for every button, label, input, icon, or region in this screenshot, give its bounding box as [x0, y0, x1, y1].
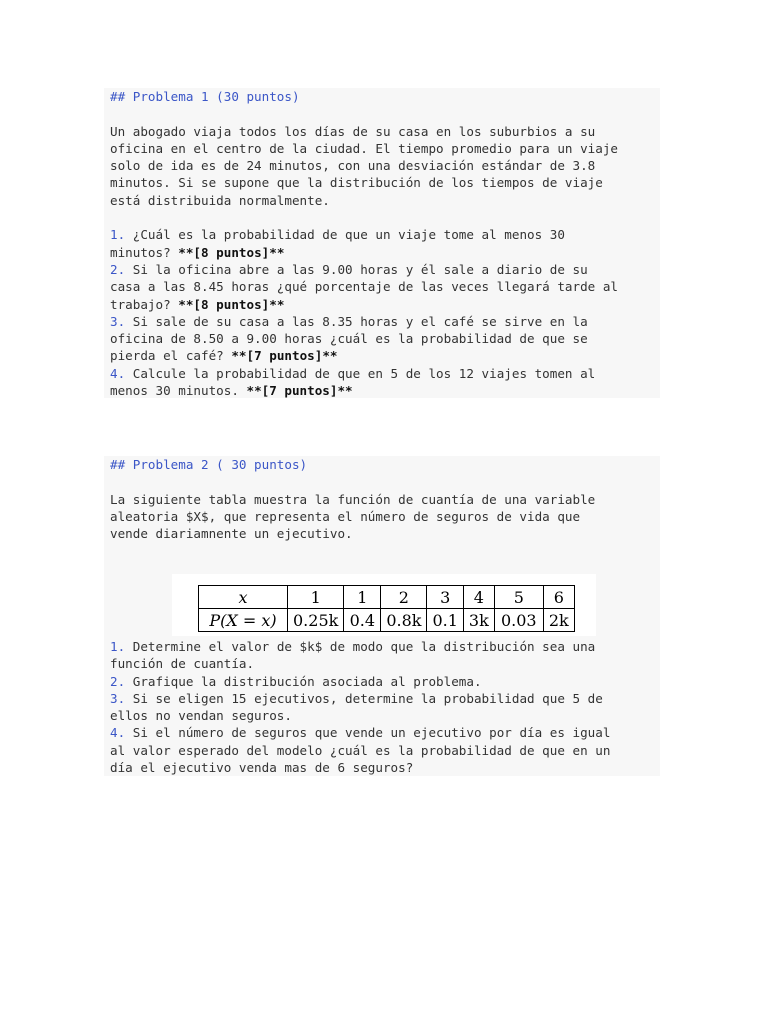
table-cell: 3k — [463, 609, 494, 632]
item-text: día el ejecutivo venda mas de 6 seguros? — [110, 760, 414, 776]
item-text: al valor esperado del modelo ¿cuál es la probabilidad de que en un — [110, 742, 611, 758]
table-cell: 2k — [543, 609, 574, 632]
item-text: Calcule la probabilidad de que en 5 de los 12 viajes tomen al — [125, 365, 596, 381]
problem-2-item-1 — [110, 638, 610, 673]
item-text: Si la oficina abre a las 9.00 horas y él sale a diario de su — [125, 261, 588, 277]
item-number: 2. — [110, 261, 126, 277]
problem-1-intro-line: minutos. Si se supone que la distribución de los tiempos de viaje — [110, 175, 603, 191]
problem-1-intro-line: está distribuida normalmente. — [110, 192, 330, 208]
problem-1-item-1 — [110, 226, 660, 261]
problem-1-intro-line: oficina en el centro de la ciudad. El tiempo promedio para un viaje — [110, 140, 618, 156]
item-text: Determine el valor de $k$ de modo que la distribución sea una — [125, 639, 596, 654]
problem-1-block — [104, 88, 660, 398]
table-row — [199, 609, 575, 632]
table-cell: P(X = x) — [199, 609, 288, 632]
item-number: 3. — [110, 313, 126, 329]
item-points: **[8 puntos]** — [178, 296, 285, 312]
table-cell: 3 — [427, 586, 463, 609]
table-cell: 6 — [543, 586, 574, 609]
problem-1-item-3 — [110, 313, 660, 365]
problem-2-block — [104, 456, 660, 776]
problem-2-item-2 — [110, 673, 610, 690]
item-points: **[7 puntos]** — [231, 348, 338, 364]
problem-2-item-3 — [110, 690, 610, 725]
item-number: 4. — [110, 365, 126, 381]
table-cell: 0.4 — [344, 609, 381, 632]
item-text: minutos? — [110, 244, 179, 260]
table-cell: 5 — [494, 586, 543, 609]
item-text: función de cuantía. — [110, 656, 255, 672]
item-number: 1. — [110, 639, 126, 654]
problem-2-intro-line: vende diariamnente un ejecutivo. — [110, 526, 353, 542]
item-text: pierda el café? — [110, 348, 232, 364]
problem-2-item-4 — [110, 724, 610, 776]
item-text: Si el número de seguros que vende un ejecutivo por día es igual — [125, 725, 611, 741]
item-text: ellos no vendan seguros. — [110, 708, 292, 724]
table-cell: 0.1 — [427, 609, 463, 632]
problem-2-intro-line: aleatoria $X$, que representa el número de seguros de vida que — [110, 508, 581, 524]
item-text: casa a las 8.45 horas ¿qué porcentaje de las veces llegará tarde al — [110, 279, 618, 295]
table-cell: 0.25k — [288, 609, 344, 632]
item-points: **[8 puntos]** — [178, 244, 285, 260]
item-text: Si sale de su casa a las 8.35 horas y el café se sirve en la — [125, 313, 588, 329]
problem-1-intro-line: Un abogado viaja todos los días de su casa en los suburbios a su — [110, 123, 596, 139]
item-text: menos 30 minutos. — [110, 383, 247, 399]
item-text: trabajo? — [110, 296, 179, 312]
item-number: 1. — [110, 227, 126, 243]
table-cell: 2 — [381, 586, 427, 609]
item-text: Si se eligen 15 ejecutivos, determine la probabilidad que 5 de — [125, 690, 603, 706]
probability-table — [198, 585, 575, 632]
item-text: ¿Cuál es la probabilidad de que un viaje tome al menos 30 — [125, 227, 565, 243]
table-cell: 1 — [344, 586, 381, 609]
problem-1-intro-line: solo de ida es de 24 minutos, con una desviación estándar de 3.8 — [110, 158, 596, 174]
item-text: Grafique la distribución asociada al problema. — [125, 673, 482, 689]
problem-2-heading: ## Problema 2 ( 30 puntos) — [110, 457, 308, 472]
problem-1-heading: ## Problema 1 (30 puntos) — [110, 89, 300, 104]
item-points: **[7 puntos]** — [246, 383, 353, 399]
table-cell: 0.03 — [494, 609, 543, 632]
item-number: 3. — [110, 690, 126, 706]
table-cell: x — [199, 586, 288, 609]
table-cell: 0.8k — [381, 609, 427, 632]
item-number: 4. — [110, 725, 126, 741]
table-row — [199, 586, 575, 609]
item-number: 2. — [110, 673, 126, 689]
table-cell: 4 — [463, 586, 494, 609]
problem-1-item-2 — [110, 261, 660, 313]
table-cell: 1 — [288, 586, 344, 609]
problem-1-item-4 — [110, 365, 660, 400]
problem-2-intro-line: La siguiente tabla muestra la función de cuantía de una variable — [110, 491, 596, 507]
probability-table-image — [172, 574, 596, 636]
item-text: oficina de 8.50 a 9.00 horas ¿cuál es la probabilidad de que se — [110, 331, 588, 347]
